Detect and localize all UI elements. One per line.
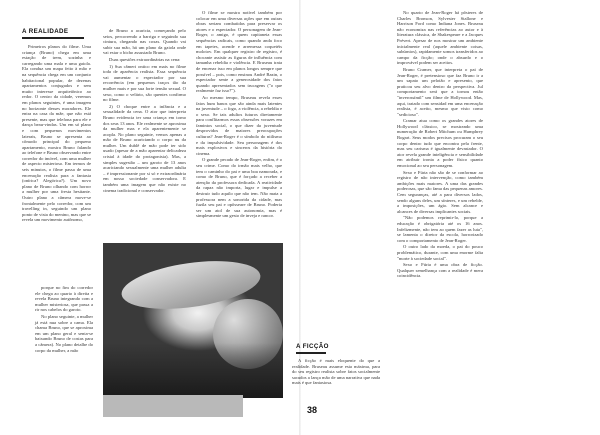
paragraph: O outro lado da moeda, o pai do pouco problemático, durante, com uma enorme falta "morte à sociedade social".: [397, 244, 483, 261]
column-1: [22, 44, 91, 284]
column-2: [103, 28, 186, 238]
page-number: 38: [307, 405, 318, 415]
column-1-continued: [35, 285, 93, 405]
paragraph: Cramar atua como os grandes atores de Hollywood clássico, se mostrando uma numeração de Robert Mitchum ou Humphrey Bogart. Seus modos precisos procuram o seu corpo dentro tudo que encontra pela frente, mas seu carisma é igualmente devastador. O ator revela grande inteligência e sensibilidade em atribuir ironia a poder físico quanto emocional ao seu personagem.: [397, 118, 483, 169]
decorative-grey-block: [103, 395, 243, 417]
photo-shadow: [103, 343, 283, 398]
paragraph: 1) Sua câmeri ontico em mais no filme toda de aparência realista. Essa sequência vai aumentar o espectador por sua recorrência (em pequenos traços tão da mulher mais e por sua forte tensão sexual. O sexo, como o velário, são quentes confirmo no filme.: [103, 63, 186, 103]
black-and-white-photo: [103, 243, 283, 398]
paragraph: Duas questões extraordinárias na cena:: [109, 56, 181, 62]
paragraph: "Não podemos reprimir-lo, porque a educação é obrigatória até os 16 anos. Infelizmente, não tem ao quem fazer as luta", se lamenta o diretor da escola, horrorizado com o comportamento de Jean-Roger.: [397, 215, 483, 243]
paragraph: Bruno Cramer, que interpreta o pai de Jean-Roger, é pretensioso que faz Bruno ir a um sapato um pelotão e apresento, que praticou seu alvo dentro da perspectiva. Jul comportamento será que a tornou então "inverossímil" um filme de Hollywood. Mas, aqui, tratado com sensidad em uma encenação realista, é aceito, mesmo que visto como "sedicioso".: [397, 66, 483, 117]
paragraph: 2) O choque entre a infância e a sexualidade da cena. O ator que interpreta Bruno evidencia ter uma criança em torno dos seus 13 anos. Ele realmente se aproxima da mulher mas e ela aparentemente se acopla. No plano seguinte, vemos apenas a mão de Bruno acariciando o corpo nu da mulher. Um dublê de mão pode ter sido usado (apesar de a mão aparentar delicadeza cristal à idade do protagonista). Mas, a simples sugestão – um garoto de 13 anos acariciando sexualmente uma mulher adulta – é impressionante por si só e extraordinária em nosso sociedade conservadora. E também uma imagem que não existe no cinema tradicional e conservador.: [103, 103, 186, 193]
column-3: [196, 10, 282, 240]
paragraph: Ao mesmo tempo, Bruseau revela esses fatos hum banos que são ainda mais latentes na juventude – o fogo, a violência, a rebeldia e o sexo. Se tais adultos futuros diretamente para conflitarmos essas obsessões vorazes em famintos social, o que dizer da juventude desprovidos de maiores preocupações culturas? Jean-Roger é o símbolo do niilismo e da impulsividade. Seu personagem é dos mais explosivos e sinceros da história do cinema.: [196, 94, 282, 156]
paragraph: Sexo e Fúria não são de se conformar ao registro de não intervenção, como também ambições mais maiores. A uma das grandes poderosas, que são fama das pequenas amores. Cem seguranças, até a para diversos lados, sendo alguns deles, um sínteres, e um rebelde, a imposições, um ágio. Sem alcance e alcances de diversas implicantes sociais.: [397, 169, 483, 214]
paragraph: No quarto de Jean-Roger há pôsteres de Charles Bronson, Sylvester Stallone e Harrison Ford como Indiana Jones. Bruseau não economiza nas referências ao autor e à literatura clássica, de Shakespeare e a Jacques Prévert. Apesar de nos mostrar um ambiente inicialmente real (aquele ambiente coisas, subúrnios), rapidamente somos transferidos ao campo da ficção; onde o absurdo e o improvável podem ser aceitos.: [397, 10, 483, 66]
paragraph: O grande pecado de Jean-Roger, enfim, é o seu crime. Como do irmão mais velho, que tem o caminho do pai e uma boa namorada, e como de Bruno, que é forçado a receber a atenção da professora dedicada. A reatividade da rapaz não importa, lugar e impulse a destruir tudo aquilo que não tem. Não mata a professora nem a sonorida da cidade, mas fuzila seu pai e opôsseare de Bruno. Poderia ser um atol de sua autonomia, mas é simplesmente um gesto de inveja e rancor.: [196, 157, 282, 219]
section-rule: [22, 37, 84, 39]
paragraph: O filme se mostra notível também por colocar em uma diversas ações que em outras obras seriam combatidas para preservar os atores e o espectador. O personagem de Jean-Roger, o amigo, é quem capitaneia essas sequências radicais, como quando anda foco em tapetes, acende e arremessa coquetéis molotov. Em qualquer registro de registro, é chocante assistir as figuras de influência com tamanha rebeldia e violência. E Bruseau trata de encenar isso em planos longos sempre que possível – pois, como ensinou André Bazin, o espectador sente a generosidade dos fatos quando apresentados sem trucagens ("o que realmente faz isso?").: [196, 10, 282, 94]
right-page: [292, 0, 600, 435]
paragraph: No plano seguinte, a mulher já está nua sobre a cama. Ela chama Bruno, que se aproxima em um plano geral e senta-se baixando Bruno de costas para a câmera). No plano detalhe do corpo da mulher, a mão: [35, 313, 93, 353]
section-heading-realidade: A REALIDADE: [22, 28, 69, 35]
paragraph: A ficção é mais eloquente do que a realidade. Bruseau assume esta máxima, para do seu registro realista sobre fatos socialmente sacudos a lança mão de uma narrativa que nada mais é que fantasiosa.: [292, 358, 380, 386]
paragraph: de Bruno a acaricia, começando pelo seios, percorrendo a barriga e seguindo sua cintura, chegando nas coxas. Quando vai subir sua mão, há um plano da gaiola onde vai estar o bicho assustado Bruno.: [103, 28, 186, 56]
section-heading-ficcao: A FICÇÃO: [296, 343, 329, 350]
paragraph: porque no fim do corredor ele chega ao quarto à direita e revela Bruno integrando com a mulher misteriosa, que passa a rir nos cabelos do garoto.: [35, 285, 93, 313]
paragraph: Primeiros planos do filme. Uma criança (Bruno) chega em uma estação de trem, sozinha e carregando uma mala e uma gaiola. Ela conduz um mapa feito à mão e na sequência chega em um conjunto habitacional popular, de dezenas apartamentos conjugados e sem muito interesse arquitetônico ao redor. O centro da cidade, veremos em planos seguintes, é uma imagem no horizonte desses moradores. Ele entra na casa da mãe, que não está presente, mas que telefona para ele e dança beau-vindas. Um em só plano e com pequenos movimentos laterais, Bruno se apresenta ao cômodo principal do pequeno apartamento, mostra Bruno falando ao telefone e Bruno observando entre corredor do imóvel, com uma mulher de aspecto misterioso. Em termos de seis minutos, o filme passa de uma encenação realista para a fantasia (onírica? Alegórica?). Um novo plano de Bruno olhando com horror a mulher por uma fresta hesitante. Outro plano a câmera move-se frontalmente pelo corredor, com um travelling in, seguindo um plano ponto de vista do menino, mas que se revela um movimento autônomo,: [22, 44, 91, 223]
column-4: [397, 10, 483, 420]
section-rule: [296, 352, 326, 354]
paragraph: Sexo e Fúria é uma obra de ficção. Qualquer semelhança com a realidade é mera coincidência.: [397, 262, 483, 279]
column-3-ficcao: [292, 358, 380, 408]
